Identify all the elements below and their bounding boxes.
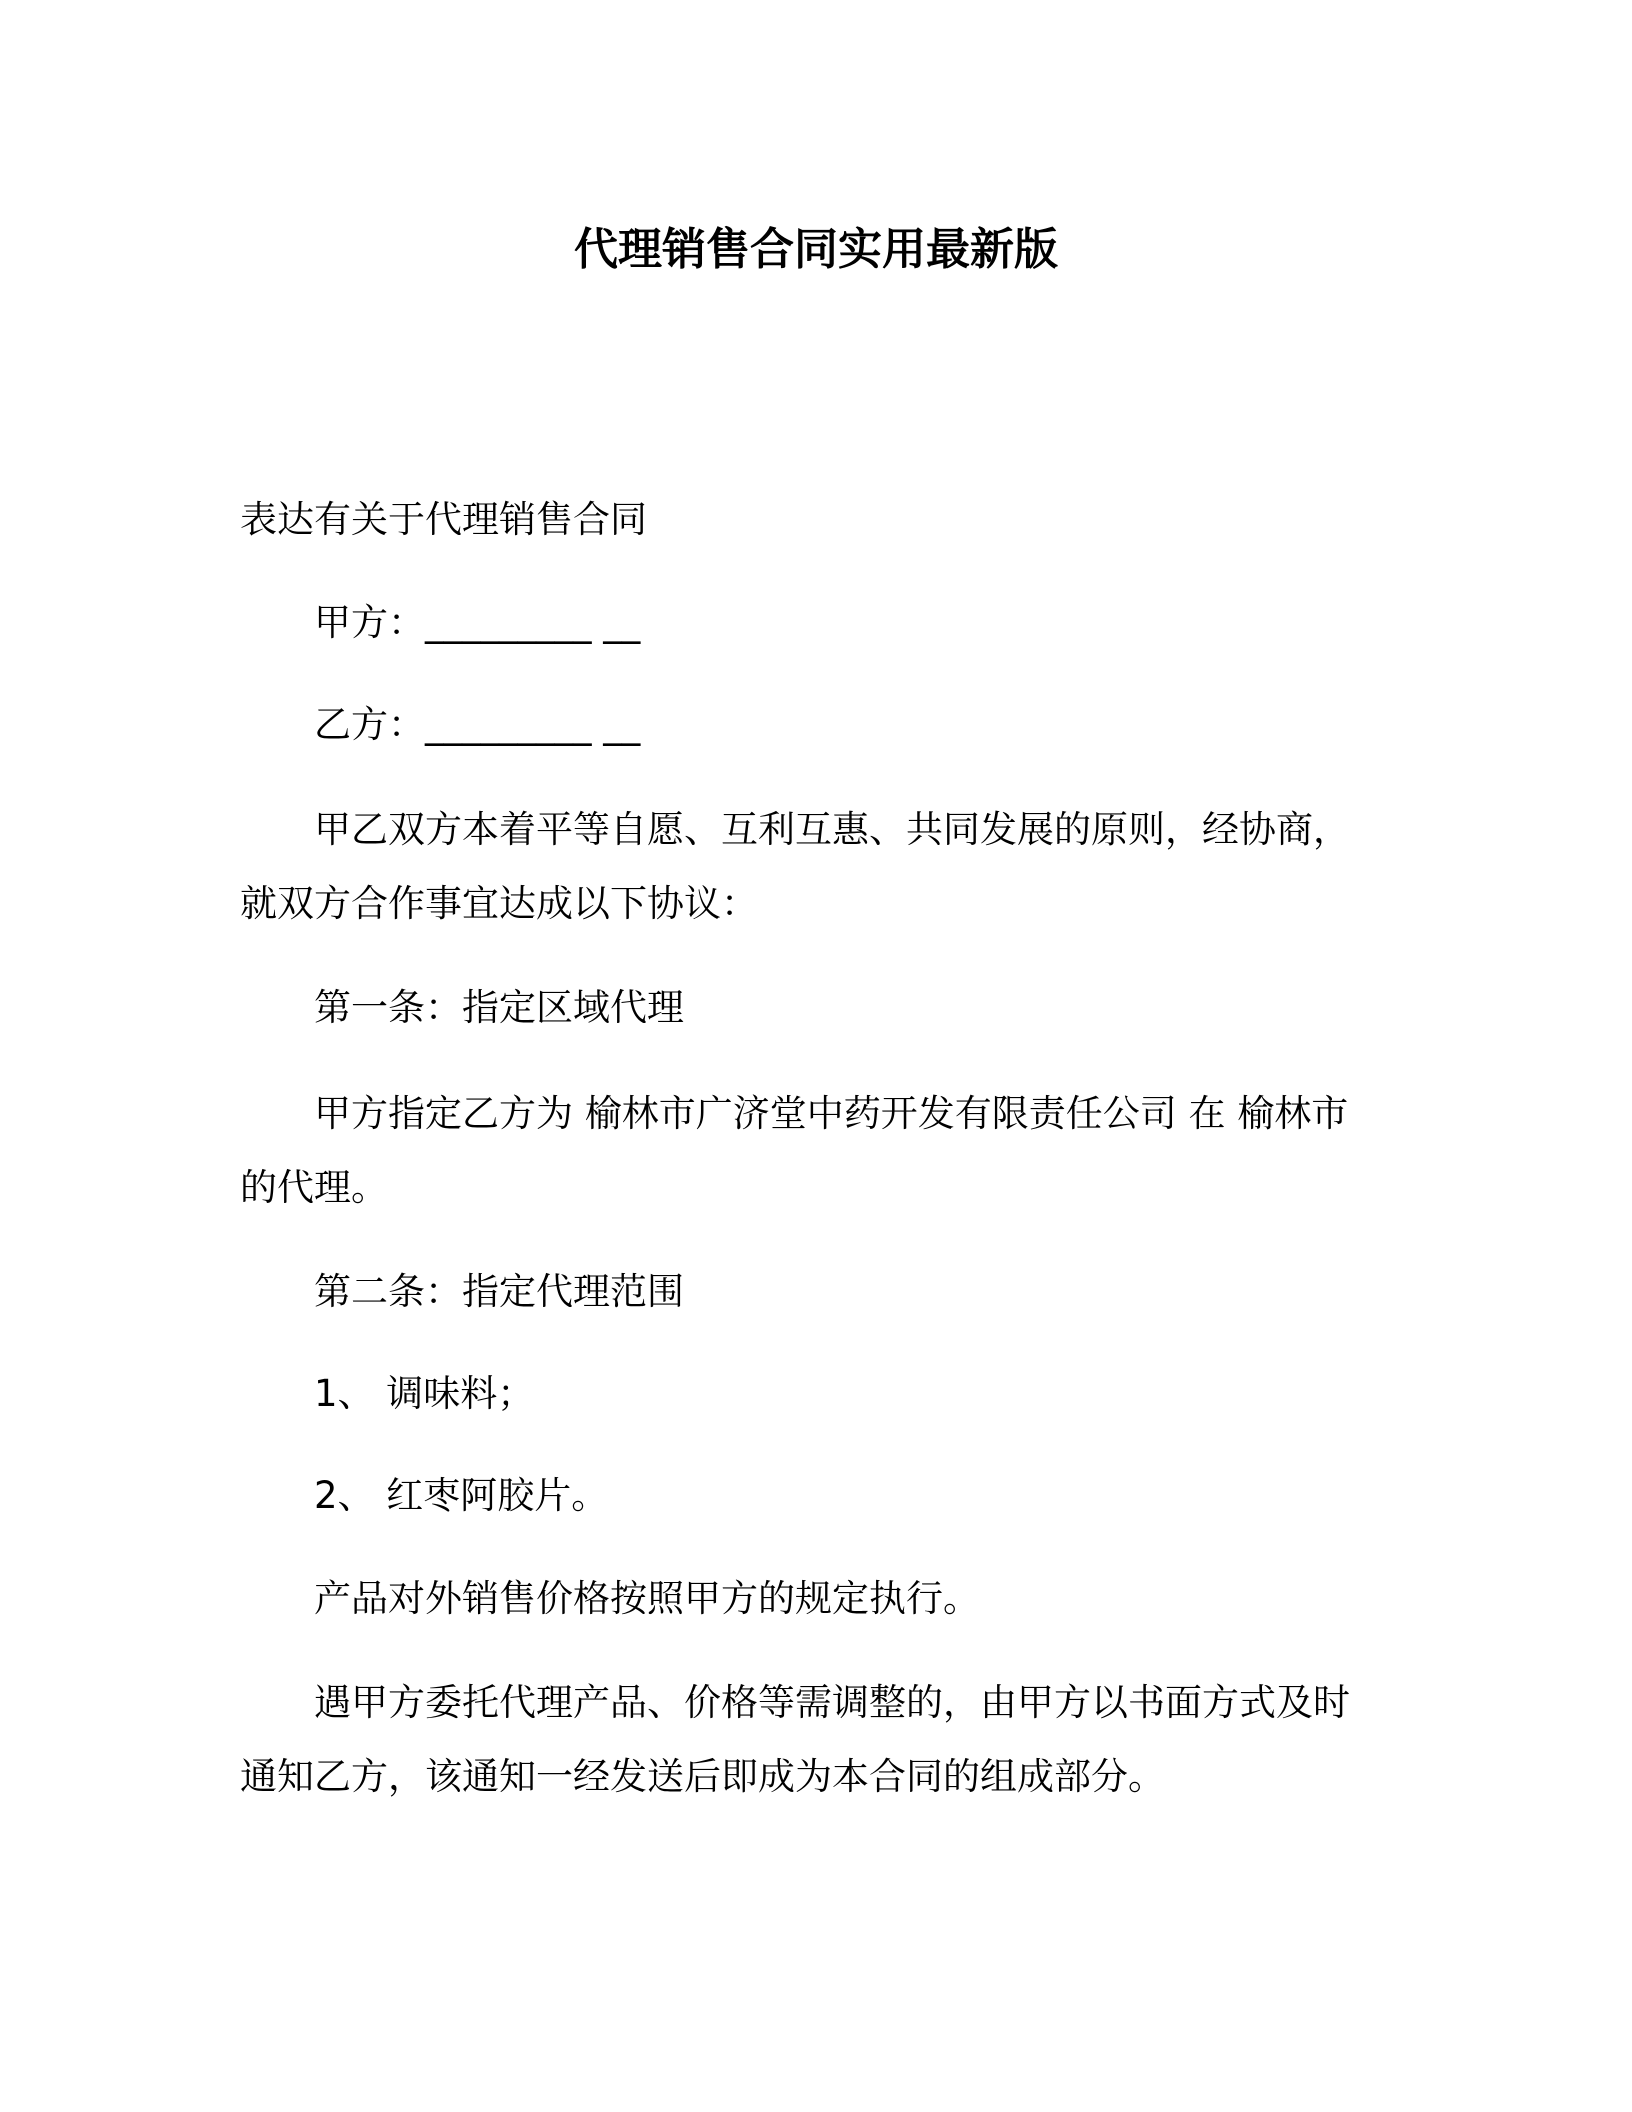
scope-item-1: 1、 调味料； xyxy=(314,1372,535,1415)
price-rule-line: 产品对外销售价格按照甲方的规定执行。 xyxy=(314,1577,980,1620)
preamble-line-2: 就双方合作事宜达成以下协议： xyxy=(240,882,758,925)
intro-line: 表达有关于代理销售合同 xyxy=(240,498,647,541)
document-title: 代理销售合同实用最新版 xyxy=(574,224,1058,275)
article-2-heading: 第二条：指定代理范围 xyxy=(314,1270,684,1313)
adjustment-line-2: 通知乙方，该通知一经发送后即成为本合同的组成部分。 xyxy=(240,1755,1165,1798)
article-1-line-2: 的代理。 xyxy=(240,1166,388,1209)
party-b-line: 乙方：_________ __ xyxy=(314,703,641,746)
scope-item-2: 2、 红枣阿胶片。 xyxy=(314,1474,609,1517)
adjustment-line-1: 遇甲方委托代理产品、价格等需调整的，由甲方以书面方式及时 xyxy=(314,1681,1350,1724)
article-1-heading: 第一条：指定区域代理 xyxy=(314,986,684,1029)
party-a-line: 甲方：_________ __ xyxy=(314,601,641,644)
article-1-line-1: 甲方指定乙方为 榆林市广济堂中药开发有限责任公司 在 榆林市 xyxy=(314,1092,1349,1135)
preamble-line-1: 甲乙双方本着平等自愿、互利互惠、共同发展的原则，经协商， xyxy=(314,808,1350,851)
